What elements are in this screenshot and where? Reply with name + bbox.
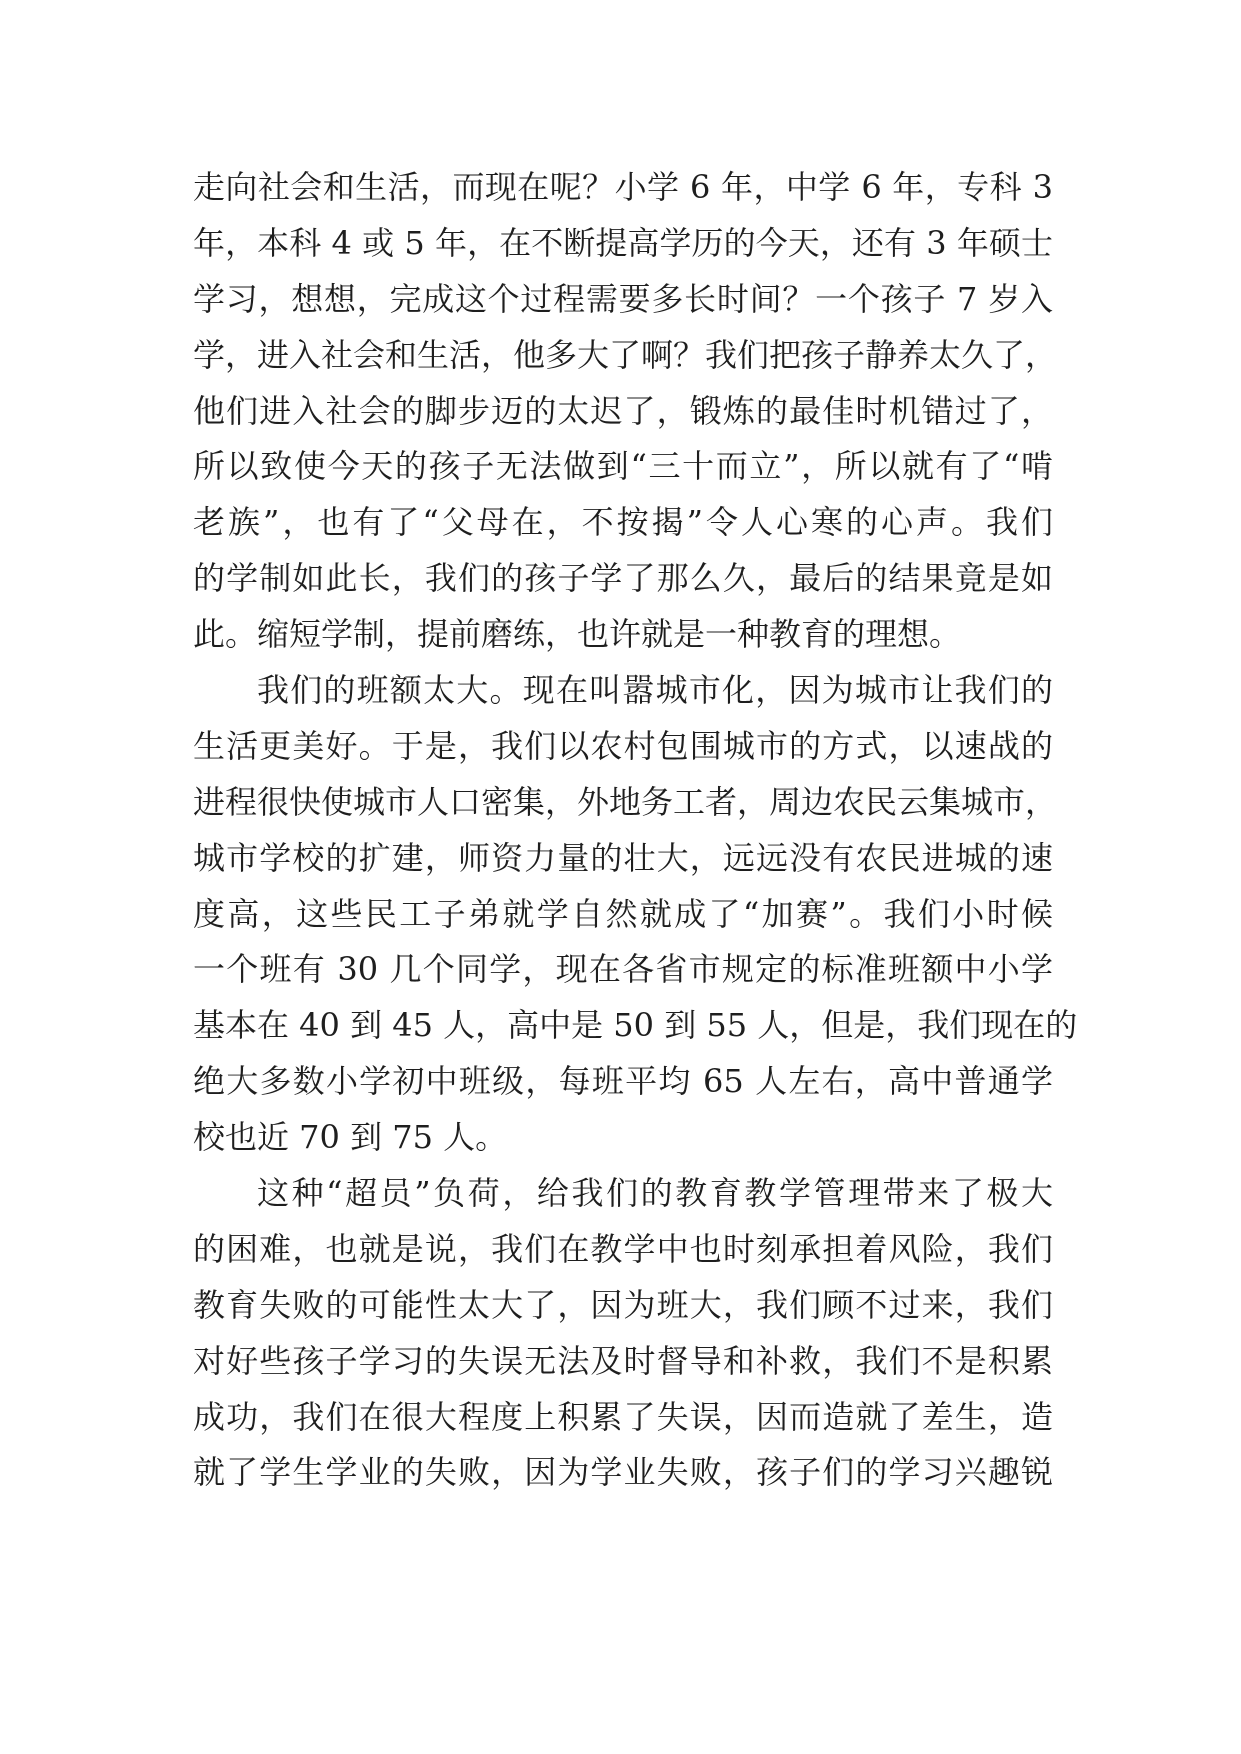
text-line: 对好些孩子学习的失误无法及时督导和补救，我们不是积累: [193, 1341, 1053, 1380]
text-line: 年，本科 4 或 5 年，在不断提高学历的今天，还有 3 年硕士: [193, 223, 1053, 262]
text-line: 成功，我们在很大程度上积累了失误，因而造就了差生，造: [193, 1397, 1053, 1436]
text-line: 的困难，也就是说，我们在教学中也时刻承担着风险，我们: [193, 1229, 1053, 1268]
text-line: 度高，这些民工子弟就学自然就成了“加赛”。我们小时候: [193, 894, 1053, 933]
text-line: 一个班有 30 几个同学，现在各省市规定的标准班额中小学: [193, 950, 1053, 989]
text-line: 学，进入社会和生活，他多大了啊？我们把孩子静养太久了，: [193, 335, 1058, 374]
paragraph-first-line: 这种“超员”负荷，给我们的教育教学管理带来了极大: [257, 1174, 1053, 1213]
text-line: 城市学校的扩建，师资力量的壮大，远远没有农民进城的速: [193, 838, 1053, 877]
text-line: 教育失败的可能性太大了，因为班大，我们顾不过来，我们: [193, 1285, 1053, 1324]
text-line: 基本在 40 到 45 人，高中是 50 到 55 人，但是，我们现在的: [193, 1006, 1078, 1045]
text-line: 进程很快使城市人口密集，外地务工者，周边农民云集城市，: [193, 782, 1058, 821]
text-line: 学习，想想，完成这个过程需要多长时间？一个孩子 7 岁入: [193, 279, 1053, 318]
text-line: 校也近 70 到 75 人。: [193, 1118, 508, 1157]
text-line: 绝大多数小学初中班级，每班平均 65 人左右，高中普通学: [193, 1062, 1053, 1101]
document-body: [193, 160, 1078, 1501]
text-line: 此。缩短学制，提前磨练，也许就是一种教育的理想。: [193, 615, 962, 654]
text-line: 走向社会和生活，而现在呢？小学 6 年，中学 6 年，专科 3: [193, 168, 1053, 206]
text-line: 所以致使今天的孩子无法做到“三十而立”，所以就有了“啃: [193, 447, 1053, 486]
text-line: 的学制如此长，我们的孩子学了那么久，最后的结果竟是如: [193, 559, 1053, 598]
text-line: 就了学生学业的失败，因为学业失败，孩子们的学习兴趣锐: [193, 1453, 1053, 1492]
text-line: 生活更美好。于是，我们以农村包围城市的方式，以速战的: [193, 726, 1053, 765]
text-line: 老族”，也有了“父母在，不按揭”令人心寒的心声。我们: [193, 503, 1053, 542]
text-line: 他们进入社会的脚步迈的太迟了，锻炼的最佳时机错过了，: [193, 391, 1053, 430]
paragraph-first-line: 我们的班额太大。现在叫嚣城市化，因为城市让我们的: [257, 671, 1053, 710]
